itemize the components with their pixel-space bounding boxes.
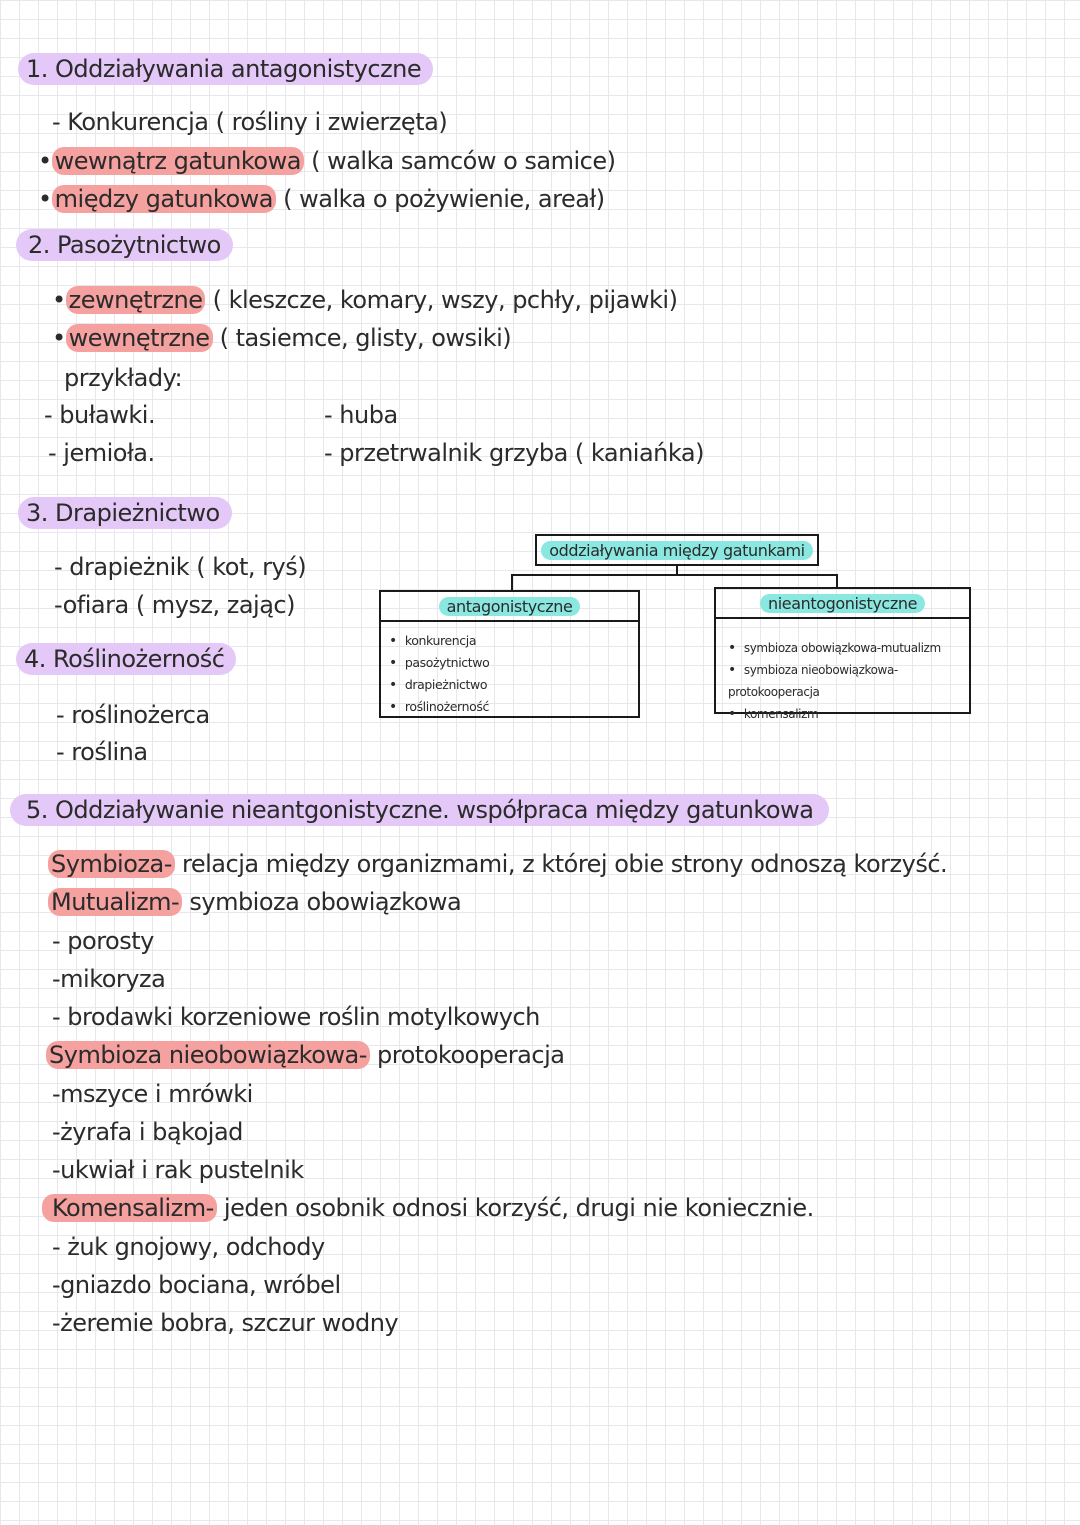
mutualizm-desc: symbioza obowiązkowa bbox=[189, 888, 462, 916]
diagram-right-title: nieantogonistyczne bbox=[760, 594, 925, 613]
diagram-right-list bbox=[728, 637, 969, 725]
protokooperacja-example: -ukwiał i rak pustelnik bbox=[52, 1156, 304, 1184]
example-przetrwalnik: - przetrwalnik grzyba ( kaniańka) bbox=[324, 439, 704, 467]
zewnetrzne-desc: ( kleszcze, komary, wszy, pchły, pijawki) bbox=[212, 286, 678, 314]
wewnatrz-desc: ( walka samców o samice) bbox=[311, 147, 616, 175]
mutualizm-example: - porosty bbox=[52, 927, 154, 955]
mutualizm-example: - brodawki korzeniowe roślin motylkowych bbox=[52, 1003, 540, 1031]
protokooperacja-example: -mszyce i mrówki bbox=[52, 1080, 253, 1108]
komensalizm-example: -żeremie bobra, szczur wodny bbox=[52, 1309, 399, 1337]
section3-title: 3. Drapieżnictwo bbox=[18, 497, 232, 529]
example-jemiola: - jemioła. bbox=[48, 439, 155, 467]
diagram-right-item: • komensalizm bbox=[728, 703, 969, 725]
diagram-connector-left bbox=[511, 574, 513, 590]
section2-title: 2. Pasożytnictwo bbox=[16, 229, 233, 261]
example-bulawki: - buławki. bbox=[44, 401, 156, 429]
section2-item-wewnetrzne bbox=[52, 323, 511, 353]
symbioza-desc: relacja między organizmami, z której obie strony odnoszą korzyść. bbox=[182, 850, 948, 878]
protokooperacja-definition bbox=[46, 1040, 564, 1070]
section5-heading bbox=[10, 795, 829, 825]
diagram-left-item: • drapieżnictwo bbox=[389, 674, 489, 696]
wewnatrz-term: wewnątrz gatunkowa bbox=[52, 147, 304, 175]
section2-heading bbox=[16, 230, 233, 260]
komensalizm-term: Komensalizm- bbox=[42, 1194, 217, 1222]
zewnetrzne-term: zewnętrzne bbox=[66, 286, 206, 314]
miedzy-term: między gatunkowa bbox=[52, 185, 276, 213]
section1-heading bbox=[18, 54, 433, 84]
section3-item-ofiara: -ofiara ( mysz, zając) bbox=[54, 591, 295, 619]
section1-item-konkurencja: - Konkurencja ( rośliny i zwierzęta) bbox=[52, 108, 448, 136]
miedzy-desc: ( walka o pożywienie, areał) bbox=[283, 185, 605, 213]
komensalizm-example: - żuk gnojowy, odchody bbox=[52, 1233, 325, 1261]
symbioza-definition bbox=[48, 849, 947, 879]
diagram-left-list bbox=[389, 630, 489, 718]
wewnetrzne-desc: ( tasiemce, glisty, owsiki) bbox=[219, 324, 512, 352]
diagram-connector-stem bbox=[676, 564, 678, 574]
komensalizm-example: -gniazdo bociana, wróbel bbox=[52, 1271, 341, 1299]
section4-item-roslina: - roślina bbox=[56, 738, 148, 766]
nieobowiazkowa-desc: protokooperacja bbox=[377, 1041, 565, 1069]
diagram-right-item: • symbioza obowiązkowa-mutualizm bbox=[728, 637, 969, 659]
diagram-left-title: antagonistyczne bbox=[439, 597, 581, 616]
diagram-right-header bbox=[716, 589, 969, 619]
section3-item-drapieznik: - drapieżnik ( kot, ryś) bbox=[54, 553, 307, 581]
section5-title: 5. Oddziaływanie nieantgonistyczne. współpraca między gatunkowa bbox=[10, 794, 829, 826]
section4-title: 4. Roślinożerność bbox=[16, 643, 236, 675]
bullet-icon: • bbox=[52, 286, 66, 314]
diagram-root-box bbox=[535, 534, 819, 566]
diagram-connector-bar bbox=[511, 574, 838, 576]
diagram-left-item: • konkurencja bbox=[389, 630, 489, 652]
section1-item-wewnatrz bbox=[38, 146, 616, 176]
nieobowiazkowa-term: Symbioza nieobowiązkowa- bbox=[46, 1041, 370, 1069]
mutualizm-term: Mutualizm- bbox=[48, 888, 182, 916]
section1-item-miedzy bbox=[38, 184, 605, 214]
diagram-left-item: • roślinożerność bbox=[389, 696, 489, 718]
section3-heading bbox=[18, 498, 232, 528]
diagram-left-item: • pasożytnictwo bbox=[389, 652, 489, 674]
examples-label: przykłady: bbox=[64, 364, 183, 392]
komensalizm-definition bbox=[42, 1193, 814, 1223]
bullet-icon: • bbox=[38, 185, 52, 213]
section4-item-roslinozerca: - roślinożerca bbox=[56, 701, 210, 729]
diagram-left-header bbox=[381, 592, 638, 622]
wewnetrzne-term: wewnętrzne bbox=[66, 324, 213, 352]
section2-item-zewnetrzne bbox=[52, 285, 677, 315]
diagram-root-label: oddziaływania między gatunkami bbox=[541, 541, 812, 560]
bullet-icon: • bbox=[52, 324, 66, 352]
example-huba: - huba bbox=[324, 401, 398, 429]
mutualizm-definition bbox=[48, 887, 461, 917]
symbioza-term: Symbioza- bbox=[48, 850, 175, 878]
diagram-right-item: • symbioza nieobowiązkowa- protokooperacja bbox=[728, 659, 969, 703]
section1-title: 1. Oddziaływania antagonistyczne bbox=[18, 53, 433, 85]
komensalizm-desc: jeden osobnik odnosi korzyść, drugi nie koniecznie. bbox=[223, 1194, 814, 1222]
protokooperacja-example: -żyrafa i bąkojad bbox=[52, 1118, 243, 1146]
diagram-right-box bbox=[714, 587, 971, 721]
mutualizm-example: -mikoryza bbox=[52, 965, 166, 993]
section4-heading bbox=[16, 644, 236, 674]
diagram-left-box bbox=[379, 590, 640, 718]
diagram-connector-right bbox=[836, 574, 838, 588]
bullet-icon: • bbox=[38, 147, 52, 175]
